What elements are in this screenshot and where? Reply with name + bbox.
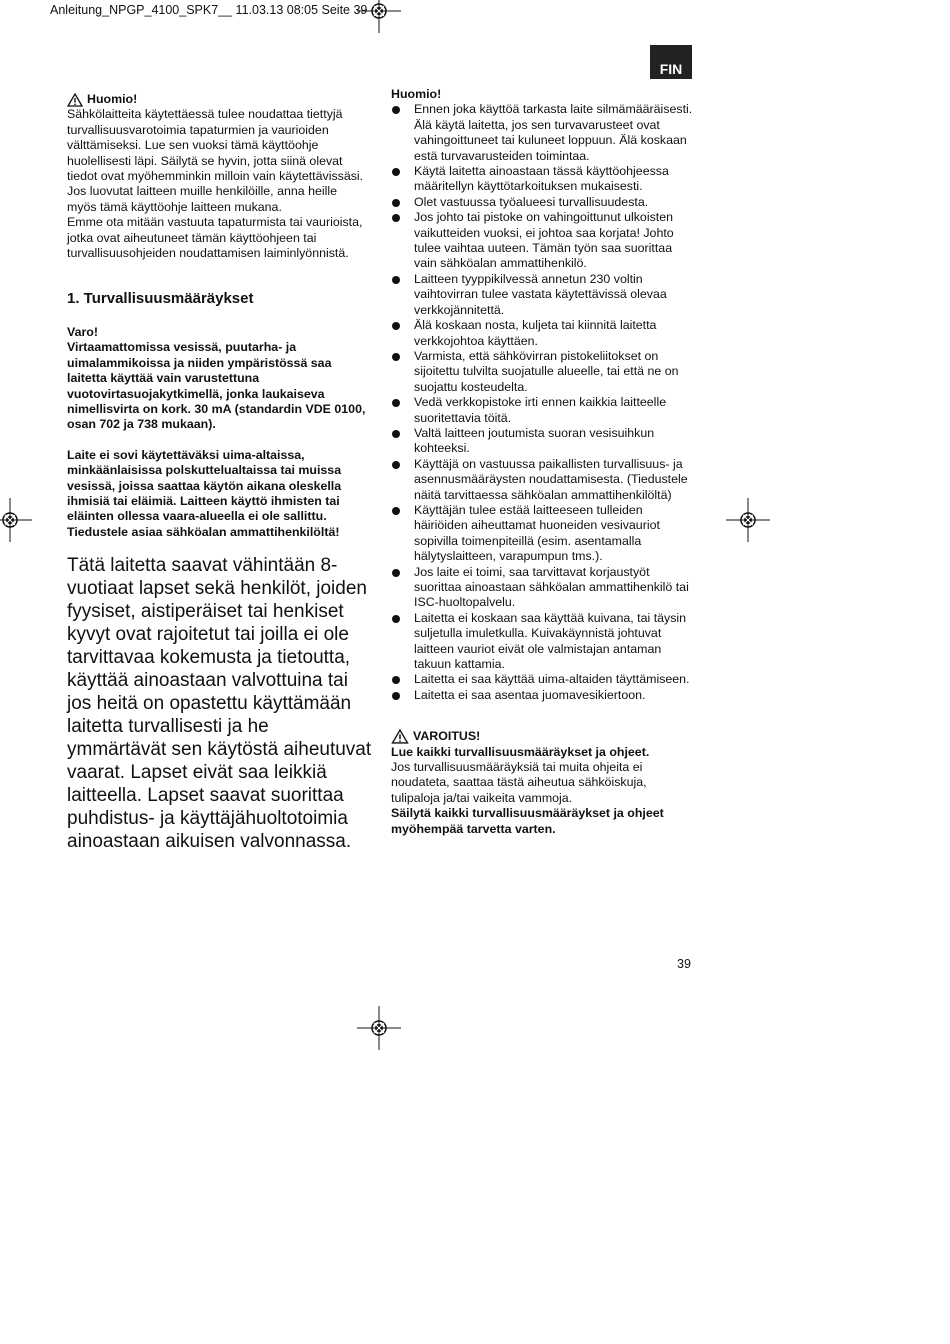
pool-warning-text: Laite ei sovi käytettäväksi uima-altaissa, minkäänlaisissa polskuttelualtaissa tai muissa vesissä, joissa saattaa käytön aikana oleskella ihmisiä tai eläimiä. Laitteen käyttö ihmisten tai eläinten ollessa vaara-alueella ei ole sallittu. Tiedustele asiaa sähköalan ammattihenkilöltä! (67, 447, 342, 539)
bullet-icon (392, 106, 400, 114)
right-column (391, 87, 693, 837)
warning-triangle-icon (67, 93, 83, 107)
list-item: Olet vastuussa työalueesi turvallisuudesta. (391, 195, 693, 210)
list-item: Varmista, että sähkövirran pistokeliitokset on sijoitettu tulvilta suojatulle alueelle, tai että ne on suojattu kosteudelta. (391, 349, 693, 395)
list-item: Laitetta ei saa asentaa juomavesikiertoon. (391, 688, 693, 703)
right-heading: Huomio! (391, 87, 442, 101)
page-number: 39 (677, 957, 691, 971)
warning-heading-text: VAROITUS! (413, 729, 481, 744)
warning-triangle-icon (391, 729, 409, 744)
children-notice: Tätä laitetta saavat vähintään 8-vuotiaat lapset sekä henkilöt, joiden fyysiset, aistiperäiset tai henkiset kyvyt ovat rajoitetut tai joilla ei ole tarvittavaa kokemusta ja tietoutta, käyttää ainoastaan valvottuina tai jos heitä on opastettu käyttämään laitetta turvallisesti ja he ymmärtävät sen käytöstä aiheutuvat vaarat. Lapset eivät saa leikkiä laitteella. Lapset saavat suorittaa puhdistus- ja käyttäjähuoltotoimia ainoastaan aikuisen valvonnassa. (67, 555, 372, 853)
warning-text: Jos turvallisuusmääräyksiä tai muita ohjeita ei noudateta, saattaa tästä aiheutua sähköiskuja, tulipaloja ja/tai vaikeita vammoja. (391, 760, 647, 805)
bullet-icon (392, 214, 400, 222)
bullet-icon (392, 276, 400, 284)
bullet-icon (392, 430, 400, 438)
note-text: Sähkölaitteita käytettäessä tulee noudattaa tiettyjä turvallisuusvarotoimia tapaturmien ja vaurioiden välttämiseksi. Lue sen vuoksi tämä käyttöohje huolellisesti läpi. Säilytä se hyvin, jotta siinä olevat tiedot ovat myöhemminkin milloin vain käytettävissäsi. Jos luovutat laitteen muille henkilöille, anna heille myös tämä käyttöohje laitteen mukana. (67, 107, 364, 214)
list-item: Jos laite ei toimi, saa tarvittavat korjaustyöt suorittaa ainoastaan sähköalan ammattihenkilö tai ISC-huoltopalvelu. (391, 565, 693, 611)
safety-list (391, 102, 693, 703)
bullet-icon (392, 399, 400, 407)
list-item: Käyttäjä on vastuussa paikallisten turvallisuus- ja asennusmääräysten noudattamisesta. (Tiedustele näitä tarvittaessa sähköalan ammattihenkilöltä) (391, 457, 693, 503)
bullet-icon (392, 507, 400, 515)
bullet-icon (392, 676, 400, 684)
caution-heading: Varo! (67, 324, 98, 339)
bullet-icon (392, 615, 400, 623)
registration-mark-top-icon (357, 0, 401, 33)
left-column (67, 92, 372, 853)
list-item: Käyttäjän tulee estää laitteeseen tulleiden häiriöiden aiheuttamat huoneiden vesivauriot sopivilla toimenpiteillä (esim. asentamalla hälytyslaitteen, varapumpun tms.). (391, 503, 693, 565)
note-heading-text: Huomio! (87, 92, 138, 106)
list-item: Älä koskaan nosta, kuljeta tai kiinnitä laitetta verkkojohtoa käyttäen. (391, 318, 693, 349)
language-tab: FIN (650, 45, 692, 79)
caution-text: Virtaamattomissa vesissä, puutarha- ja uimalammikoissa ja niiden ympäristössä saa laitetta käyttää vain varustettuna vuotovirtasuojakytkimellä, jonka laukaiseva nimellisvirta on kork. 30 mA (standardin VDE 0100, osan 702 ja 738 mukaan). (67, 340, 366, 432)
list-item: Laitteen tyyppikilvessä annetun 230 voltin vaihtovirran tulee vastata käytettävissä olevaa verkkojännitettä. (391, 272, 693, 318)
warning-heading (391, 729, 693, 744)
list-item: Valtä laitteen joutumista suoran vesisuihkun kohteeksi. (391, 426, 693, 457)
bullet-icon (392, 353, 400, 361)
bullet-icon (392, 692, 400, 700)
section-title: 1. Turvallisuusmääräykset (67, 290, 254, 308)
registration-mark-right-icon (726, 498, 770, 542)
list-item: Jos johto tai pistoke on vahingoittunut ulkoisten vaikutteiden vuoksi, ei johtoa saa korjata! Johto tulee vaihtaa uuteen. Tämän työn saa suorittaa vain sähköalan ammattihenkilö. (391, 210, 693, 272)
list-item: Käytä laitetta ainoastaan tässä käyttöohjeessa määritellyn käyttötarkoituksen mukaisesti. (391, 164, 693, 195)
bullet-icon (392, 168, 400, 176)
registration-mark-left-icon (0, 498, 32, 542)
note-text-2: Emme ota mitään vastuuta tapaturmista tai vaurioista, jotka ovat aiheutuneet tämän käyttöohjeen tai turvallisuusohjeiden noudattamisen laiminlyönnistä. (67, 215, 363, 261)
registration-mark-bottom-icon (357, 1006, 401, 1050)
list-item: Ennen joka käyttöä tarkasta laite silmämääräisesti. Älä käytä laitetta, jos sen turvavarusteet ovat vahingoittuneet tai kuluneet loppuun. Älä koskaan estä turvavarusteiden toimintaa. (391, 102, 693, 164)
bullet-icon (392, 569, 400, 577)
list-item: Laitetta ei koskaan saa käyttää kuivana, tai täysin suljetulla imuletkulla. Kuivakäynnistä johtuvat laitteen vauriot eivät ole valmistajan antaman takuun kattamia. (391, 611, 693, 673)
bullet-icon (392, 322, 400, 330)
bullet-icon (392, 199, 400, 207)
warning-keep-text: Säilytä kaikki turvallisuusmääräykset ja ohjeet myöhempää tarvetta varten. (391, 806, 664, 836)
bullet-icon (392, 461, 400, 469)
list-item: Vedä verkkopistoke irti ennen kaikkia laitteelle suoritettavia töitä. (391, 395, 693, 426)
note-heading (67, 92, 367, 107)
warning-subheading: Lue kaikki turvallisuusmääräykset ja ohjeet. (391, 744, 650, 759)
print-header: Anleitung_NPGP_4100_SPK7__ 11.03.13 08:05 Seite 39 (50, 3, 368, 17)
list-item: Laitetta ei saa käyttää uima-altaiden täyttämiseen. (391, 672, 693, 687)
